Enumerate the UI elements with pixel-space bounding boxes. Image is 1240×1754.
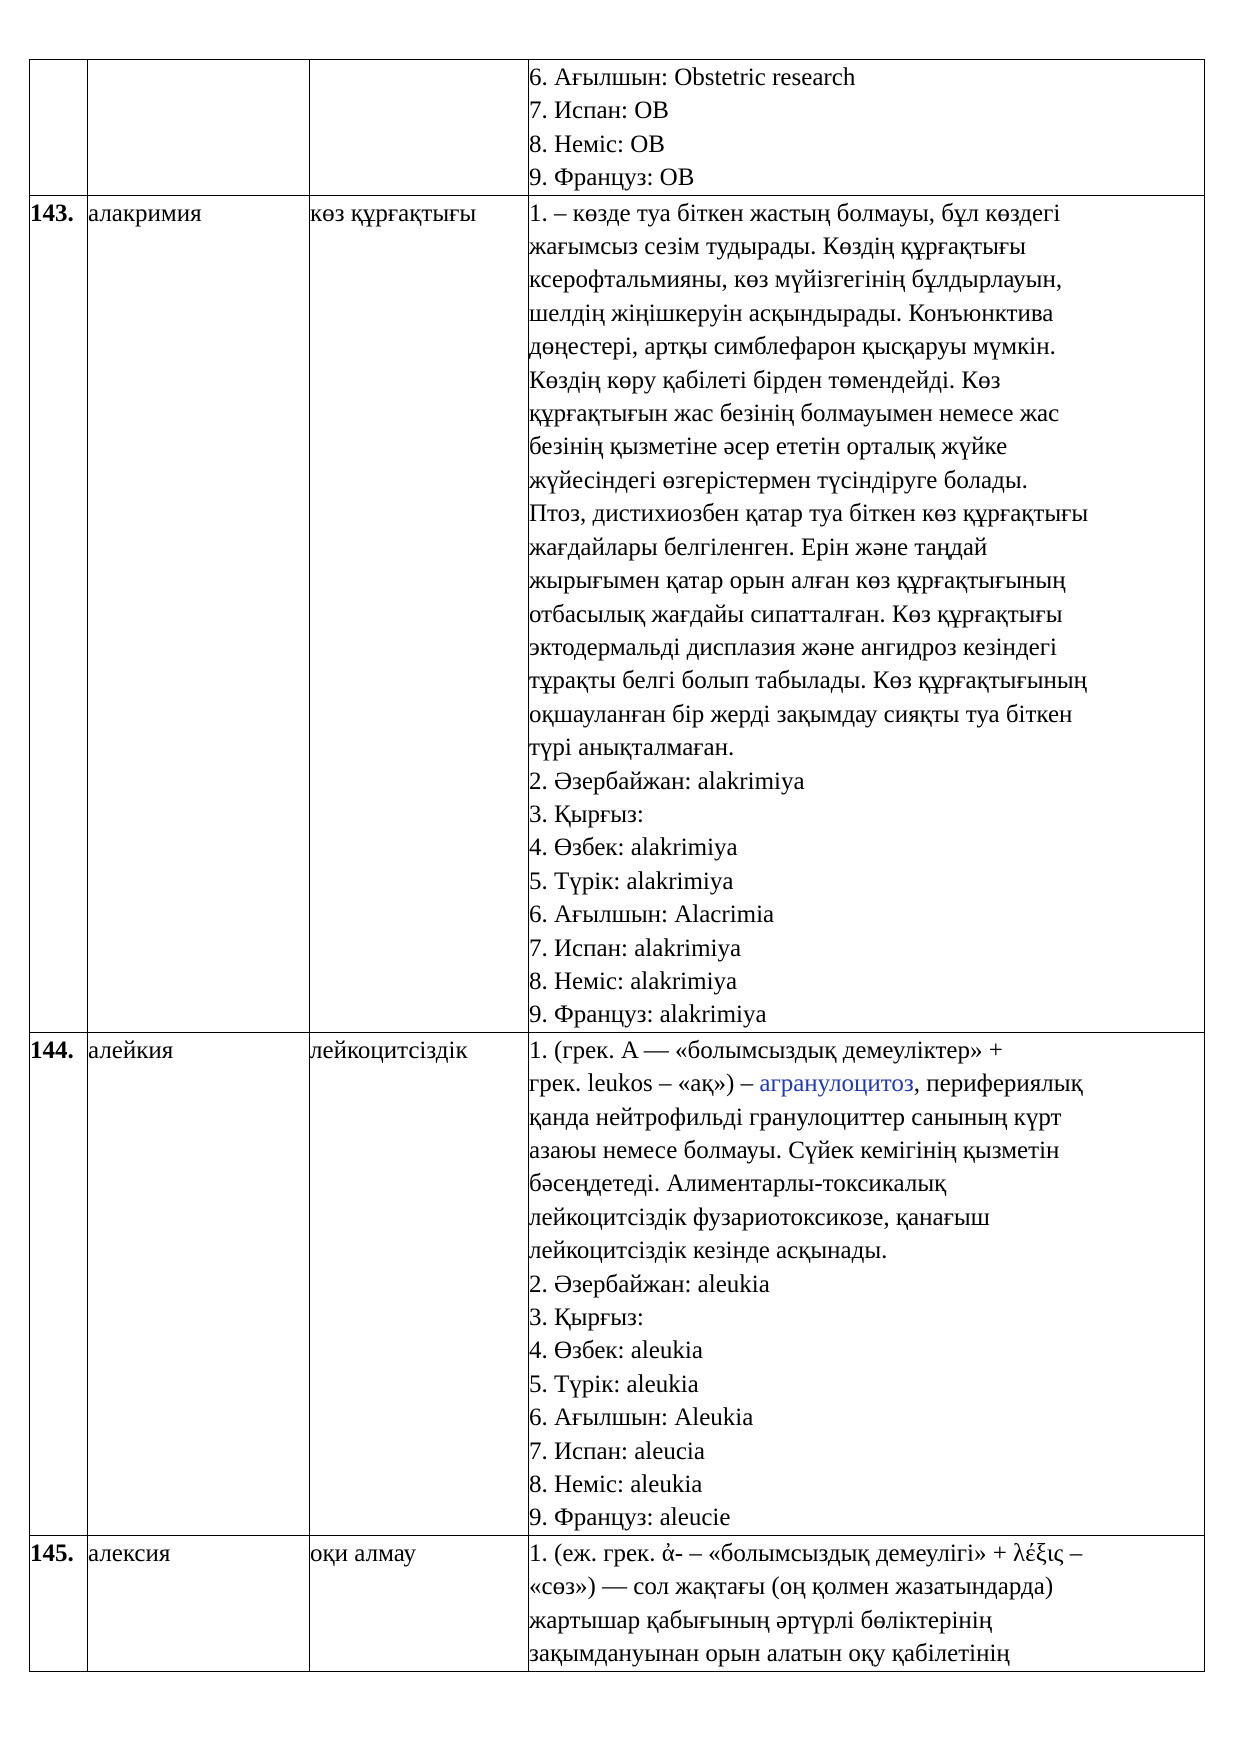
translation-line: 8. Неміс: aleukia bbox=[529, 1471, 703, 1499]
entry-number: 145. bbox=[30, 1535, 88, 1671]
translation-line: 4. Өзбек: aleukia bbox=[529, 1337, 703, 1365]
kazakh-term: көз құрғақтығы bbox=[310, 195, 529, 1032]
definition-line: эктодермальді дисплазия және ангидроз кезіндегі bbox=[529, 633, 1057, 661]
translation-line: 9. Француз: OB bbox=[529, 164, 695, 192]
translation-line: 7. Испан: alakrimiya bbox=[529, 934, 742, 962]
definition-line: оқшауланған бір жерді зақымдау сияқты туа біткен bbox=[529, 700, 1073, 728]
definition-line: жырығымен қатар орын алған көз құрғақтығының bbox=[529, 567, 1066, 595]
translation-line: 6. Ағылшын: Alacrimia bbox=[529, 901, 775, 929]
definition-line: жүйесіндегі өзгерістермен түсіндіруге болады. bbox=[529, 466, 1028, 494]
definition-line: Птоз, дистихиозбен қатар туа біткен көз құрғақтығы bbox=[529, 500, 1089, 528]
definition-line: қанда нейтрофильді гранулоциттер санының күрт bbox=[529, 1103, 1062, 1131]
translation-line: 4. Өзбек: alakrimiya bbox=[529, 834, 738, 862]
agranulocytosis-link[interactable]: агранулоцитоз bbox=[759, 1070, 914, 1098]
kazakh-term-cell bbox=[310, 60, 529, 196]
definition-text: грек. leukos – «ақ») – bbox=[529, 1070, 760, 1098]
entry-number: 144. bbox=[30, 1032, 88, 1535]
definition-line: тұрақты белгі болып табылады. Көз құрғақтығының bbox=[529, 667, 1088, 695]
translation-line: 5. Түрік: aleukia bbox=[529, 1370, 699, 1398]
definition-line: «сөз») — сол жақтағы (оң қолмен жазатындарда) bbox=[529, 1573, 1054, 1601]
definition-line: лейкоцитсіздік фузариотоксикозе, қанағыш bbox=[529, 1203, 990, 1231]
definition-cell bbox=[529, 1032, 1205, 1535]
definition-line: жағдайлары белгіленген. Ерін және таңдай bbox=[529, 533, 988, 561]
definition-cell bbox=[529, 60, 1205, 196]
translation-line: 6. Ағылшын: Aleukia bbox=[529, 1404, 754, 1432]
translation-line: 2. Әзербайжан: aleukia bbox=[529, 1270, 770, 1298]
translation-line: 3. Қырғыз: bbox=[529, 800, 644, 828]
definition-line: безінің қызметіне әсер ететін орталық жүйке bbox=[529, 433, 1008, 461]
translation-line: 8. Неміс: alakrimiya bbox=[529, 967, 738, 995]
translation-line: 7. Испан: OB bbox=[529, 97, 669, 125]
entry-row-144 bbox=[30, 1032, 1205, 1535]
definition-line: зақымдануынан орын алатын оқу қабілетінің bbox=[529, 1640, 1010, 1668]
definition-line: жағымсыз сезім тудырады. Көздің құрғақтығы bbox=[529, 233, 1026, 261]
definition-line: бәсеңдетеді. Алиментарлы-токсикалық bbox=[529, 1170, 947, 1198]
definition-line: Көздің көру қабілеті бірден төмендейді. Көз bbox=[529, 366, 1001, 394]
number-cell bbox=[30, 60, 88, 196]
definition-line: 1. – көзде туа біткен жастың болмауы, бұл көздегі bbox=[529, 199, 1061, 227]
translation-line: 5. Түрік: alakrimiya bbox=[529, 867, 734, 895]
entry-number: 143. bbox=[30, 195, 88, 1032]
translation-line: 6. Ағылшын: Obstetric research bbox=[529, 64, 856, 91]
definition-line: жартышар қабығының әртүрлі бөліктерінің bbox=[529, 1606, 993, 1634]
translation-line: 9. Француз: alakrimiya bbox=[529, 1001, 767, 1029]
term: алексия bbox=[88, 1535, 310, 1671]
definition-line: лейкоцитсіздік кезінде асқынады. bbox=[529, 1237, 888, 1265]
definition-line: ксерофтальмияны, көз мүйізгегінің бұлдырлауын, bbox=[529, 266, 1063, 294]
entry-row-145 bbox=[30, 1535, 1205, 1671]
translation-line: 8. Неміс: OB bbox=[529, 130, 665, 158]
glossary-table bbox=[29, 59, 1205, 1672]
definition-line: шелдің жіңішкеруін асқындырады. Конъюнктива bbox=[529, 299, 1054, 327]
continuation-row bbox=[30, 60, 1205, 196]
kazakh-term: оқи алмау bbox=[310, 1535, 529, 1671]
entry-row-143 bbox=[30, 195, 1205, 1032]
definition-cell bbox=[529, 1535, 1205, 1671]
kazakh-term: лейкоцитсіздік bbox=[310, 1032, 529, 1535]
definition-line: азаюы немесе болмауы. Сүйек кемігінің қызметін bbox=[529, 1137, 1060, 1164]
definition-line: құрғақтығын жас безінің болмауымен немесе жас bbox=[529, 400, 1060, 428]
term: алакримия bbox=[88, 195, 310, 1032]
definition-cell bbox=[529, 195, 1205, 1032]
translation-line: 2. Әзербайжан: alakrimiya bbox=[529, 767, 805, 795]
definition-line bbox=[529, 1067, 1204, 1100]
definition-text: , перифериялық bbox=[913, 1070, 1083, 1098]
definition-line: отбасылық жағдайы сипатталған. Көз құрғақтығы bbox=[529, 600, 1063, 628]
translation-line: 3. Қырғыз: bbox=[529, 1304, 644, 1332]
translation-line: 7. Испан: aleucia bbox=[529, 1437, 705, 1465]
definition-line: 1. (еж. грек. ἀ- – «болымсыздық демеулігі» + λέξις – bbox=[529, 1539, 1083, 1567]
term-cell bbox=[88, 60, 310, 196]
term: алейкия bbox=[88, 1032, 310, 1535]
definition-line: дөңестері, артқы симблефарон қысқаруы мүмкін. bbox=[529, 333, 1056, 361]
definition-line: 1. (грек. A — «болымсыздық демеуліктер» + bbox=[529, 1036, 1003, 1064]
translation-line: 9. Француз: aleucie bbox=[529, 1504, 731, 1532]
definition-line: түрі анықталмаған. bbox=[529, 734, 735, 762]
